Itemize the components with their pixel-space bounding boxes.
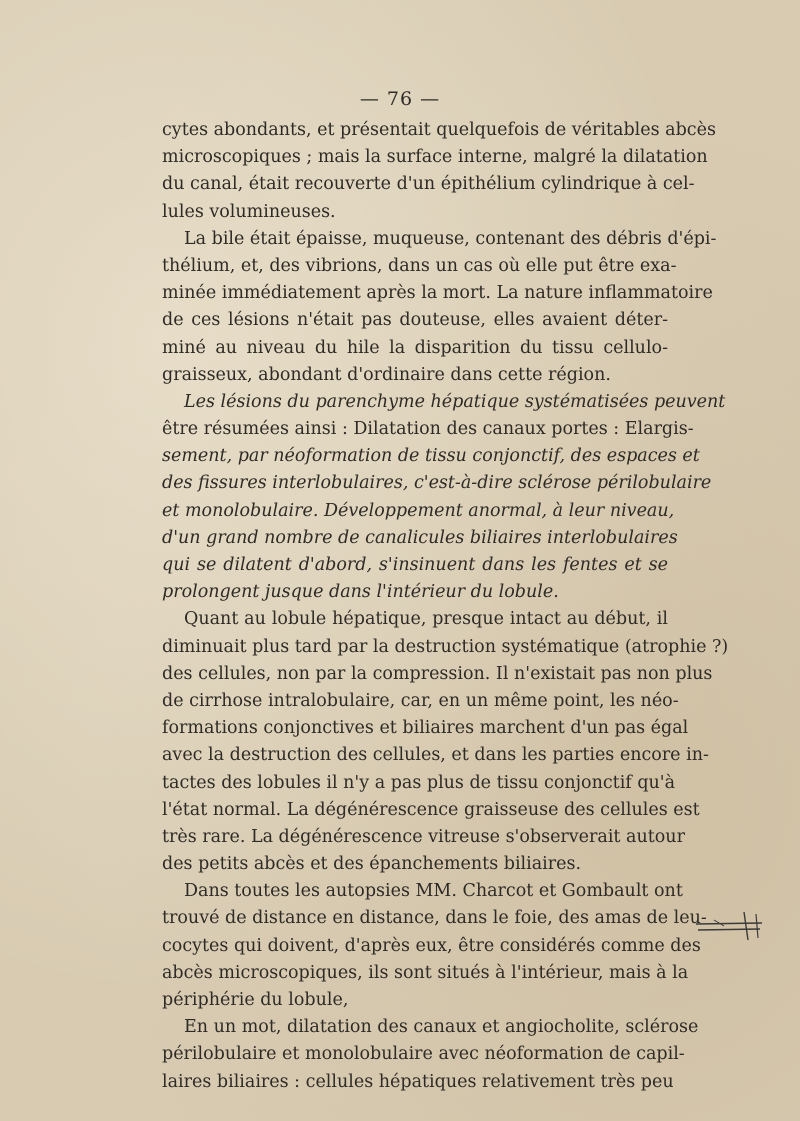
text-line: des petits abcès et des épanchements biliaires.	[162, 854, 582, 875]
body-text	[162, 117, 729, 1096]
pencil-margin-mark	[694, 908, 766, 944]
text-line: très rare. La dégénérescence vitreuse s'observerait autour	[162, 826, 685, 847]
text-line: Dans toutes les autopsies MM. Charcot et Gombault ont	[184, 881, 683, 902]
text-line: d'un grand nombre de canalicules biliaires interlobulaires	[162, 527, 678, 548]
text-line: des cellules, non par la compression. Il n'existait pas non plus	[162, 663, 713, 684]
text-line: formations conjonctives et biliaires marchent d'un pas égal	[162, 718, 689, 739]
text-line: laires biliaires : cellules hépatiques relativement très peu	[162, 1071, 674, 1092]
text-line: sement, par néoformation de tissu conjonctif, des espaces et	[162, 446, 700, 467]
text-line: de cirrhose intralobulaire, car, en un même point, les néo-	[162, 690, 679, 711]
text-line: graisseux, abondant d'ordinaire dans cette région.	[162, 364, 611, 385]
text-line: avec la destruction des cellules, et dans les parties encore in-	[162, 745, 709, 766]
text-line: miné au niveau du hile la disparition du tissu cellulo-	[162, 337, 668, 358]
page-number: — 76 —	[359, 88, 441, 110]
text-line: Quant au lobule hépatique, presque intact au début, il	[184, 609, 668, 630]
text-line: Les lésions du parenchyme hépatique systématisées peuvent	[184, 391, 726, 412]
text-line: prolongent jusque dans l'intérieur du lobule.	[162, 582, 559, 603]
text-line: des fissures interlobulaires, c'est-à-dire sclérose périlobulaire	[162, 473, 712, 494]
text-line: diminuait plus tard par la destruction systématique (atrophie ?)	[162, 636, 729, 657]
text-line: La bile était épaisse, muqueuse, contenant des débris d'épi-	[184, 228, 717, 249]
text-line: tactes des lobules il n'y a pas plus de tissu conjonctif qu'à	[162, 772, 676, 793]
text-line: et monolobulaire. Développement anormal, à leur niveau,	[162, 500, 675, 521]
text-line: cytes abondants, et présentait quelquefois de véritables abcès	[162, 120, 716, 140]
text-line: l'état normal. La dégénérescence graisseuse des cellules est	[162, 799, 700, 820]
text-line: microscopiques ; mais la surface interne, malgré la dilatation	[162, 147, 708, 168]
text-line: lules volumineuses.	[162, 201, 336, 222]
text-line: périphérie du lobule,	[162, 990, 349, 1010]
text-line: abcès microscopiques, ils sont situés à l'intérieur, mais à la	[162, 962, 689, 983]
text-line: qui se dilatent d'abord, s'insinuent dans les fentes et se	[162, 555, 668, 575]
text-line: En un mot, dilatation des canaux et angiocholite, sclérose	[184, 1017, 699, 1038]
text-line: du canal, était recouverte d'un épithélium cylindrique à cel-	[162, 174, 695, 195]
text-line: de ces lésions n'était pas douteuse, elles avaient déter-	[162, 310, 668, 331]
text-line: thélium, et, des vibrions, dans un cas où elle put être exa-	[162, 255, 677, 276]
text-line: minée immédiatement après la mort. La nature inflammatoire	[162, 283, 713, 304]
text-line: périlobulaire et monolobulaire avec néoformation de capil-	[162, 1044, 685, 1065]
text-line: cocytes qui doivent, d'après eux, être considérés comme des	[162, 935, 701, 956]
text-line: être résumées ainsi : Dilatation des canaux portes : Elargis-	[162, 419, 694, 440]
text-line: trouvé de distance en distance, dans le foie, des amas de leu-	[162, 908, 707, 929]
